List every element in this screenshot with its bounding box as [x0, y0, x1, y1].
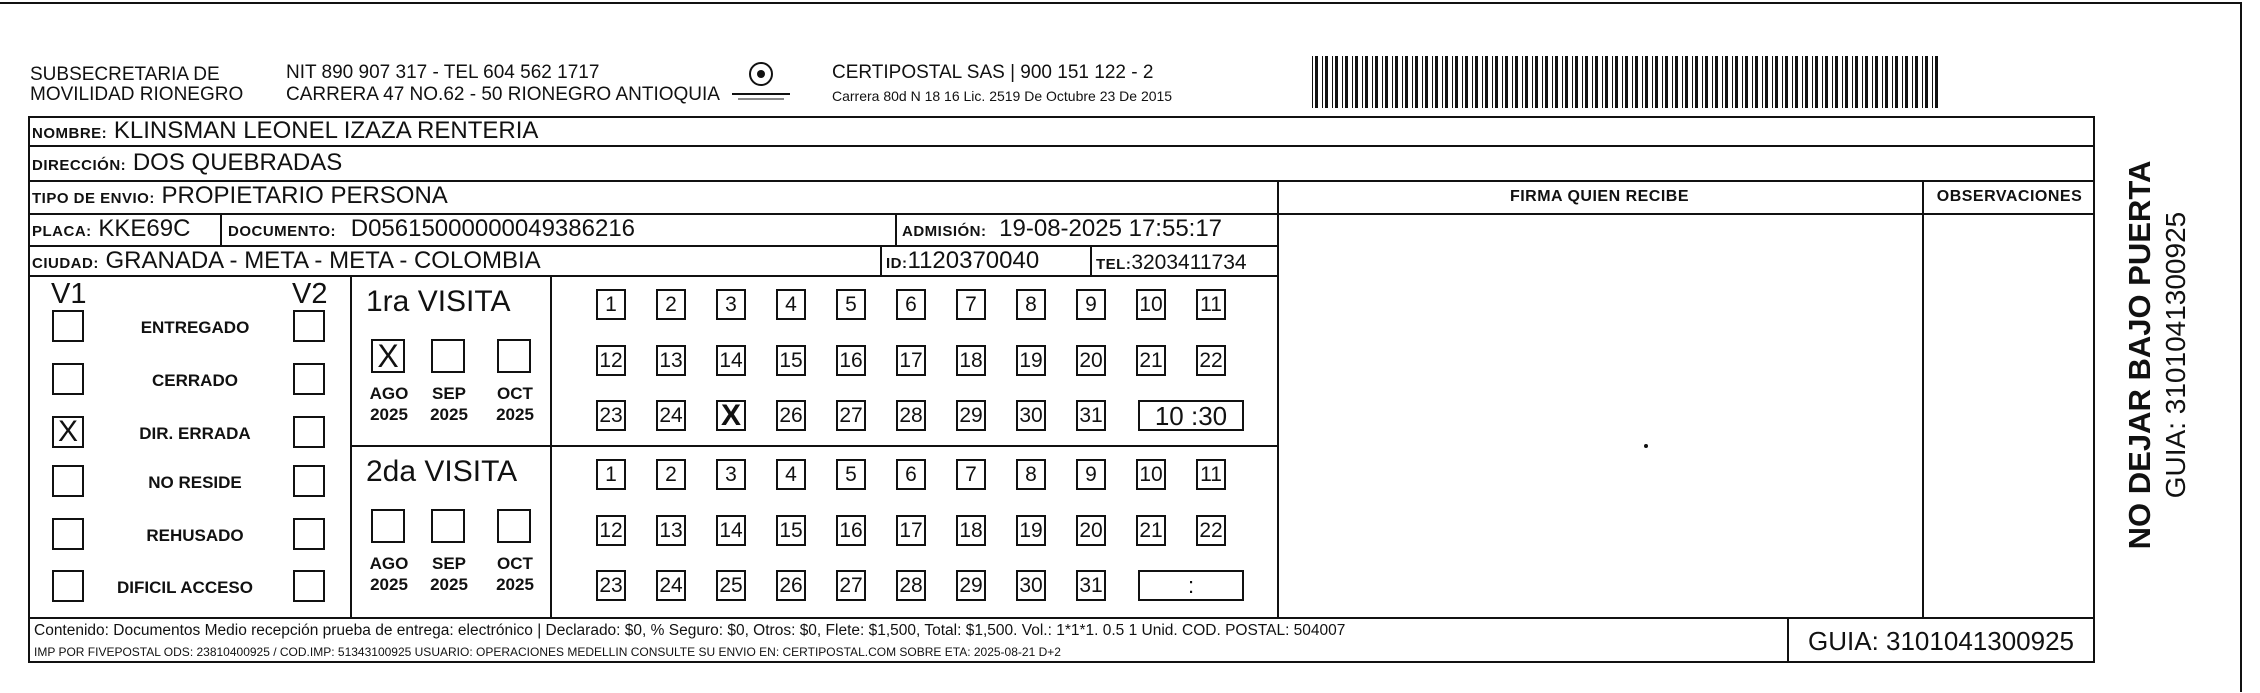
- direccion-label: DIRECCIÓN:: [32, 157, 127, 174]
- id-field: [886, 247, 1039, 278]
- documento-value: D05615000000049386216: [350, 215, 636, 242]
- year-label: 2025: [370, 405, 408, 424]
- day-box[interactable]: 17: [896, 515, 926, 546]
- status-label: CERRADO: [152, 371, 238, 390]
- month-checkbox[interactable]: [431, 339, 465, 373]
- day-box[interactable]: 21: [1136, 515, 1166, 546]
- day-box[interactable]: 12: [596, 515, 626, 546]
- placa-value: KKE69C: [98, 215, 191, 242]
- time-box[interactable]: :: [1138, 570, 1244, 601]
- year-label: 2025: [430, 405, 468, 424]
- observaciones-header: OBSERVACIONES: [1936, 188, 2083, 205]
- day-box[interactable]: 10: [1136, 459, 1166, 490]
- day-box[interactable]: 13: [656, 515, 686, 546]
- day-box[interactable]: 26: [776, 570, 806, 601]
- day-box[interactable]: 11: [1196, 289, 1226, 320]
- day-box[interactable]: 31: [1076, 400, 1106, 431]
- signature-dot: [1644, 444, 1648, 448]
- footer-content: Contenido: Documentos Medio recepción prueba de entrega: electrónico | Declarado: $0, % Seguro: $0, Otros: $0, Flete: $1,500, Total: $1,500. Vol.: 1*1*1. 0.5 1 Unid. COD. POSTAL: 504007: [34, 622, 1346, 639]
- month-label: SEP: [431, 554, 467, 573]
- id-value: 1120370040: [907, 247, 1040, 274]
- day-box[interactable]: 27: [836, 570, 866, 601]
- month-checkbox[interactable]: [431, 509, 465, 543]
- year-label: 2025: [496, 405, 534, 424]
- day-box[interactable]: 4: [776, 459, 806, 490]
- col-divider: [550, 275, 552, 617]
- v2-checkbox[interactable]: [293, 310, 325, 342]
- tel-field: [1096, 249, 1247, 279]
- day-box[interactable]: 21: [1136, 345, 1166, 376]
- day-box[interactable]: 31: [1076, 570, 1106, 601]
- day-box[interactable]: 11: [1196, 459, 1226, 490]
- year-label: 2025: [430, 575, 468, 594]
- visit-title: 2da VISITA: [366, 455, 518, 488]
- day-box[interactable]: 27: [836, 400, 866, 431]
- col-divider: [895, 213, 897, 245]
- day-box[interactable]: 9: [1076, 289, 1106, 320]
- v2-checkbox[interactable]: [293, 518, 325, 550]
- nit-line-2: CARRERA 47 NO.62 - 50 RIONEGRO ANTIOQUIA: [286, 84, 720, 105]
- day-box[interactable]: 9: [1076, 459, 1106, 490]
- v1-checkbox[interactable]: [52, 310, 84, 342]
- month-label: AGO: [369, 554, 409, 573]
- firma-header: FIRMA QUIEN RECIBE: [1509, 188, 1690, 205]
- day-box[interactable]: 10: [1136, 289, 1166, 320]
- ciudad-field: [32, 247, 541, 278]
- status-label: DIFICIL ACCESO: [116, 578, 253, 597]
- day-box[interactable]: 16: [836, 345, 866, 376]
- day-box[interactable]: 18: [956, 345, 986, 376]
- day-box[interactable]: 18: [956, 515, 986, 546]
- day-box[interactable]: 24: [656, 570, 686, 601]
- day-box[interactable]: 25: [716, 570, 746, 601]
- day-box[interactable]: 23: [596, 400, 626, 431]
- col-divider: [880, 245, 882, 275]
- direccion-field: [32, 149, 342, 180]
- day-box[interactable]: 29: [956, 400, 986, 431]
- documento-label: DOCUMENTO:: [228, 223, 337, 240]
- status-label: ENTREGADO: [140, 318, 250, 337]
- month-label: AGO: [369, 384, 409, 403]
- observaciones-area[interactable]: [1924, 215, 2094, 615]
- nombre-label: NOMBRE:: [32, 125, 108, 142]
- org-line-2: MOVILIDAD RIONEGRO: [30, 84, 244, 105]
- tipo-envio-label: TIPO DE ENVIO:: [32, 190, 155, 207]
- status-label: DIR. ERRADA: [139, 424, 251, 443]
- admision-label: ADMISIÓN:: [902, 223, 987, 240]
- placa-field: [32, 215, 190, 246]
- day-box[interactable]: X: [716, 400, 746, 431]
- row-divider: [350, 445, 1277, 447]
- direccion-value: DOS QUEBRADAS: [132, 149, 343, 176]
- ciudad-label: CIUDAD:: [32, 255, 99, 272]
- month-checkbox[interactable]: X: [371, 339, 405, 373]
- day-box[interactable]: 17: [896, 345, 926, 376]
- time-box[interactable]: 10 :30: [1138, 400, 1244, 431]
- col-divider: [1090, 245, 1092, 275]
- v1-checkbox[interactable]: [52, 518, 84, 550]
- org-line-1: SUBSECRETARIA DE: [30, 64, 220, 85]
- day-box[interactable]: 8: [1016, 459, 1046, 490]
- year-label: 2025: [496, 575, 534, 594]
- col-divider: [350, 275, 352, 617]
- day-box[interactable]: 30: [1016, 570, 1046, 601]
- v2-label: V2: [292, 278, 328, 310]
- day-box[interactable]: 3: [716, 289, 746, 320]
- day-box[interactable]: 4: [776, 289, 806, 320]
- day-box[interactable]: 5: [836, 289, 866, 320]
- status-label: NO RESIDE: [148, 473, 242, 492]
- day-box[interactable]: 28: [896, 400, 926, 431]
- day-box[interactable]: 22: [1196, 515, 1226, 546]
- footer-guia: GUIA: 3101041300925: [1808, 626, 2074, 656]
- tipo-envio-field: [32, 182, 448, 213]
- month-checkbox[interactable]: [497, 339, 531, 373]
- day-box[interactable]: 24: [656, 400, 686, 431]
- v2-checkbox[interactable]: [293, 570, 325, 602]
- day-box[interactable]: 7: [956, 459, 986, 490]
- day-box[interactable]: 29: [956, 570, 986, 601]
- documento-field: [228, 215, 635, 246]
- day-box[interactable]: 2: [656, 459, 686, 490]
- day-box[interactable]: 3: [716, 459, 746, 490]
- visit-title: 1ra VISITA: [366, 285, 511, 318]
- day-box[interactable]: 7: [956, 289, 986, 320]
- day-box[interactable]: 1: [596, 459, 626, 490]
- day-box[interactable]: 8: [1016, 289, 1046, 320]
- day-box[interactable]: 20: [1076, 515, 1106, 546]
- side-warning: NO DEJAR BAJO PUERTA: [2122, 160, 2157, 550]
- month-label: OCT: [497, 554, 533, 573]
- day-box[interactable]: 16: [836, 515, 866, 546]
- month-checkbox[interactable]: [371, 509, 405, 543]
- day-box[interactable]: 12: [596, 345, 626, 376]
- ciudad-value: GRANADA - META - META - COLOMBIA: [105, 247, 541, 274]
- tel-value: 3203411734: [1131, 251, 1247, 274]
- day-box[interactable]: 20: [1076, 345, 1106, 376]
- tipo-envio-value: PROPIETARIO PERSONA: [161, 182, 448, 209]
- day-box[interactable]: 6: [896, 459, 926, 490]
- placa-label: PLACA:: [32, 223, 92, 240]
- side-guia: GUIA: 3101041300925: [2160, 211, 2191, 499]
- v1-checkbox[interactable]: [52, 570, 84, 602]
- nit-line-1: NIT 890 907 317 - TEL 604 562 1717: [286, 62, 600, 83]
- day-box[interactable]: 15: [776, 345, 806, 376]
- day-box[interactable]: 30: [1016, 400, 1046, 431]
- nombre-field: [32, 117, 538, 148]
- day-box[interactable]: 5: [836, 459, 866, 490]
- day-box[interactable]: 26: [776, 400, 806, 431]
- day-box[interactable]: 6: [896, 289, 926, 320]
- tel-label: TEL:: [1096, 256, 1132, 273]
- year-label: 2025: [370, 575, 408, 594]
- day-box[interactable]: 15: [776, 515, 806, 546]
- courier-line-1: CERTIPOSTAL SAS | 900 151 122 - 2: [832, 62, 1154, 83]
- v1-checkbox[interactable]: X: [52, 416, 84, 448]
- v1-checkbox[interactable]: [52, 363, 84, 395]
- v2-checkbox[interactable]: [293, 416, 325, 448]
- day-box[interactable]: 14: [716, 345, 746, 376]
- day-box[interactable]: 19: [1016, 345, 1046, 376]
- barcode: [1312, 56, 1944, 108]
- day-box[interactable]: 28: [896, 570, 926, 601]
- nombre-value: KLINSMAN LEONEL IZAZA RENTERIA: [113, 117, 539, 144]
- row-divider: [28, 617, 2095, 619]
- admision-value: 19-08-2025 17:55:17: [999, 215, 1223, 242]
- month-checkbox[interactable]: [497, 509, 531, 543]
- day-box[interactable]: 2: [656, 289, 686, 320]
- day-box[interactable]: 13: [656, 345, 686, 376]
- courier-line-2: Carrera 80d N 18 16 Lic. 2519 De Octubre 23 De 2015: [832, 88, 1173, 104]
- month-label: SEP: [431, 384, 467, 403]
- certipostal-logo-icon: [728, 60, 794, 106]
- day-box[interactable]: 22: [1196, 345, 1226, 376]
- v1-checkbox[interactable]: [52, 465, 84, 497]
- admision-field: [902, 215, 1222, 246]
- day-box[interactable]: 14: [716, 515, 746, 546]
- id-label: ID:: [886, 255, 908, 272]
- col-divider: [220, 213, 222, 245]
- footer-imp: IMP POR FIVEPOSTAL ODS: 23810400925 / COD.IMP: 51343100925 USUARIO: OPERACIONES MEDELLIN CONSULTE SU ENVIO EN: CERTIPOSTAL.COM SOBRE ETA: 2025-08-21 D+2: [34, 645, 1061, 659]
- day-box[interactable]: 23: [596, 570, 626, 601]
- day-box[interactable]: 19: [1016, 515, 1046, 546]
- v1-label: V1: [51, 278, 87, 310]
- v2-checkbox[interactable]: [293, 363, 325, 395]
- month-label: OCT: [497, 384, 533, 403]
- day-box[interactable]: 1: [596, 289, 626, 320]
- v2-checkbox[interactable]: [293, 465, 325, 497]
- status-label: REHUSADO: [146, 526, 244, 545]
- signature-area[interactable]: [1279, 215, 1921, 615]
